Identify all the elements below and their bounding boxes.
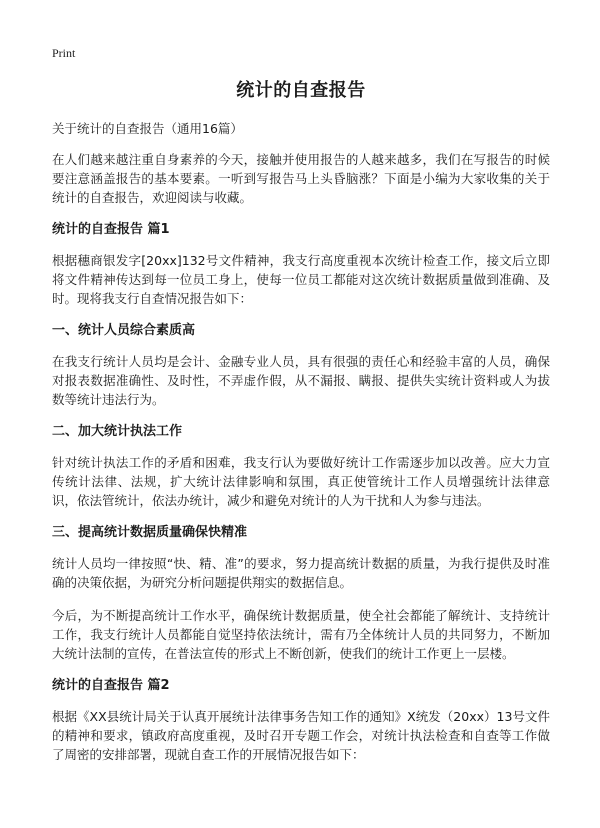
print-label: Print [52,46,76,60]
intro-paragraph: 在人们越来越注重自身素养的今天，接触并使用报告的人越来越多，我们在写报告的时候要注意涵盖报告的基本要素。一听到写报告马上头昏脑涨？下面是小编为大家收集的关于统计的自查报告，欢迎阅读与收藏。 [52,152,550,205]
section-heading-staff-quality: 一、统计人员综合素质高 [52,323,196,338]
section-paragraph-part2: 根据《XX县统计局关于认真开展统计法律事务告知工作的通知》X统发（20xx）13号文件的精神和要求，镇政府高度重视，及时召开专题工作会，对统计执法检查和自查等工作做了周密的安排部署，现就自查工作的开展情况报告如下： [52,709,550,762]
section-paragraph-law-enforcement: 针对统计执法工作的矛盾和困难，我支行认为要做好统计工作需逐步加以改善。应大力宣传统计法律、法规，扩大统计法律影响和氛围，真正使管统计工作人员增强统计法律意识，依法管统计，依法办统计，减少和避免对统计的人为干扰和人为参与违法。 [52,455,550,508]
document-subtitle: 关于统计的自查报告（通用16篇） [52,121,243,136]
section-heading-law-enforcement: 二、加大统计执法工作 [52,424,183,439]
section-heading-data-quality: 三、提高统计数据质量确保快精准 [52,525,248,540]
section-heading-part1: 统计的自查报告 篇1 [52,222,170,237]
document-title: 统计的自查报告 [236,80,366,101]
section-paragraph-staff-quality: 在我支行统计人员均是会计、金融专业人员，具有很强的责任心和经验丰富的人员，确保对报表数据准确性、及时性，不弄虚作假，从不漏报、瞒报、提供失实统计资料或人为拔数等统计违法行为。 [52,354,550,407]
section-heading-part2: 统计的自查报告 篇2 [52,678,170,693]
section-paragraph-data-quality: 统计人员均一律按照“快、精、准”的要求，努力提高统计数据的质量，为我行提供及时准确的决策依据，为研究分析问题提供翔实的数据信息。 [52,556,550,590]
section-paragraph-part1: 根据穗商银发字[20xx]132号文件精神，我支行高度重视本次统计检查工作，接文后立即将文件精神传达到每一位员工身上，使每一位员工都能对这次统计数据质量做到准确、及时。现将我支行自查情况报告如下： [52,253,550,306]
section-paragraph-future: 今后，为不断提高统计工作水平，确保统计数据质量，使全社会都能了解统计、支持统计工作，我支行统计人员都能自觉坚持依法统计，需有乃全体统计人员的共同努力，不断加大统计法制的宣传，在普法宣传的形式上不断创新，使我们的统计工作更上一层楼。 [52,608,550,661]
